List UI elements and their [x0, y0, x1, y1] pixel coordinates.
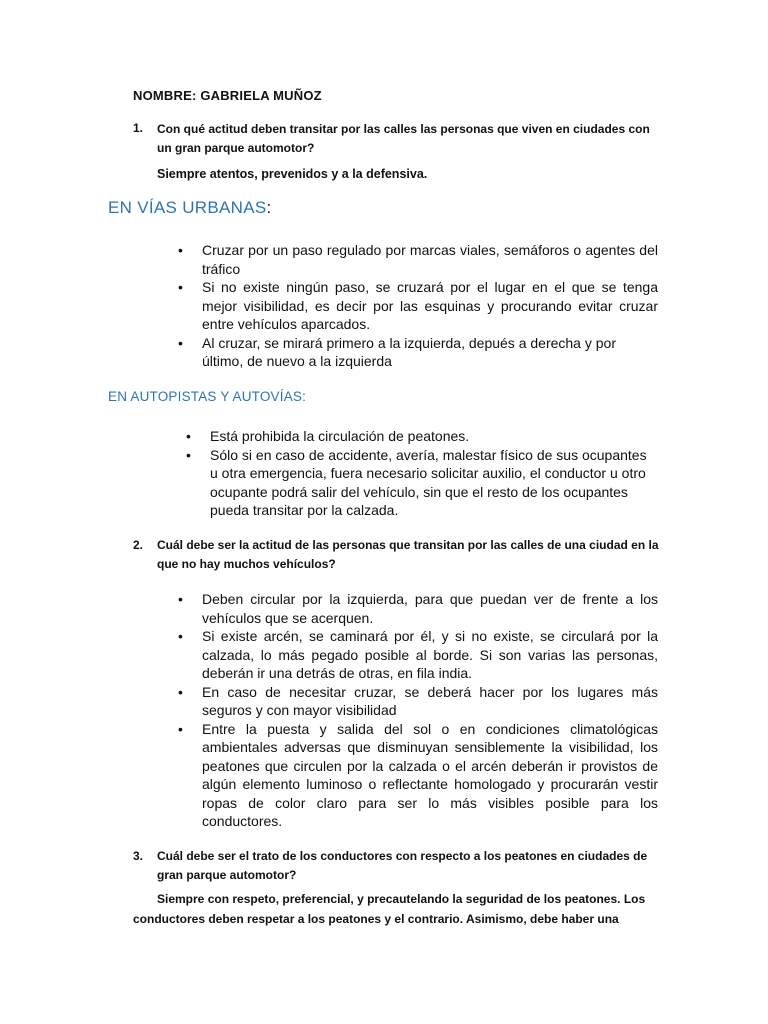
- list-item: • Está prohibida la circulación de peatones.: [210, 427, 650, 446]
- urban-list: [202, 241, 658, 371]
- question-number: 2.: [133, 538, 144, 552]
- section-heading-highways: EN AUTOPISTAS Y AUTOVÍAS:: [108, 389, 307, 404]
- q2-answer-list: [202, 590, 658, 831]
- list-item: • Si existe arcén, se caminará por él, y si no existe, se circulará por la calzada, lo más pegado posible al borde. Si son varias las personas, deberán ir una detrás de otras, en fila india.: [202, 627, 658, 683]
- highways-list: [210, 427, 650, 520]
- question-text: Cuál debe ser la actitud de las personas que transitan por las calles de una ciudad en la que no hay muchos vehículos?: [157, 538, 659, 571]
- section-heading-urban: EN VÍAS URBANAS:: [108, 198, 272, 217]
- list-item: • En caso de necesitar cruzar, se deberá hacer por los lugares más seguros y con mayor visibilidad: [202, 683, 658, 720]
- list-item: • Cruzar por un paso regulado por marcas viales, semáforos o agentes del tráfico: [202, 241, 658, 278]
- list-item: • Sólo si en caso de accidente, avería, malestar físico de sus ocupantes u otra emergencia, fuera necesario solicitar auxilio, el conductor u otro ocupante podrá salir del vehículo, sin que el resto de los ocupantes pueda transitar por la calzada.: [210, 446, 650, 520]
- student-name: NOMBRE: GABRIELA MUÑOZ: [133, 88, 322, 103]
- answer-3: Siempre con respeto, preferencial, y precautelando la seguridad de los peatones. Los conductores deben respetar a los peatones y el contrario. Asimismo, debe haber una: [133, 892, 646, 926]
- list-item: • Deben circular por la izquierda, para que puedan ver de frente a los vehículos que se acerquen.: [202, 590, 658, 627]
- answer-1: Siempre atentos, prevenidos y a la defensiva.: [157, 167, 428, 181]
- question-number: 1.: [133, 121, 144, 135]
- list-item: • Al cruzar, se mirará primero a la izquierda, depués a derecha y por último, de nuevo a la izquierda: [202, 334, 658, 371]
- list-item: • Entre la puesta y salida del sol o en condiciones climatológicas ambientales adversas que disminuyan sensiblemente la visibilidad, los peatones que circulen por la calzada o el arcén deberán ir provistos de algún elemento luminoso o reflectante homologado y procurarán vestir ropas de color claro para ser lo más visibles posible para los conductores.: [202, 720, 658, 831]
- list-item: • Si no existe ningún paso, se cruzará por el lugar en el que se tenga mejor visibilidad, es decir por las esquinas y procurando evitar cruzar entre vehículos aparcados.: [202, 278, 658, 334]
- question-number: 3.: [133, 849, 144, 863]
- question-text: Con qué actitud deben transitar por las calles las personas que viven en ciudades con un gran parque automotor?: [157, 122, 650, 155]
- question-text: Cuál debe ser el trato de los conductores con respecto a los peatones en ciudades de gran parque automotor?: [157, 849, 648, 882]
